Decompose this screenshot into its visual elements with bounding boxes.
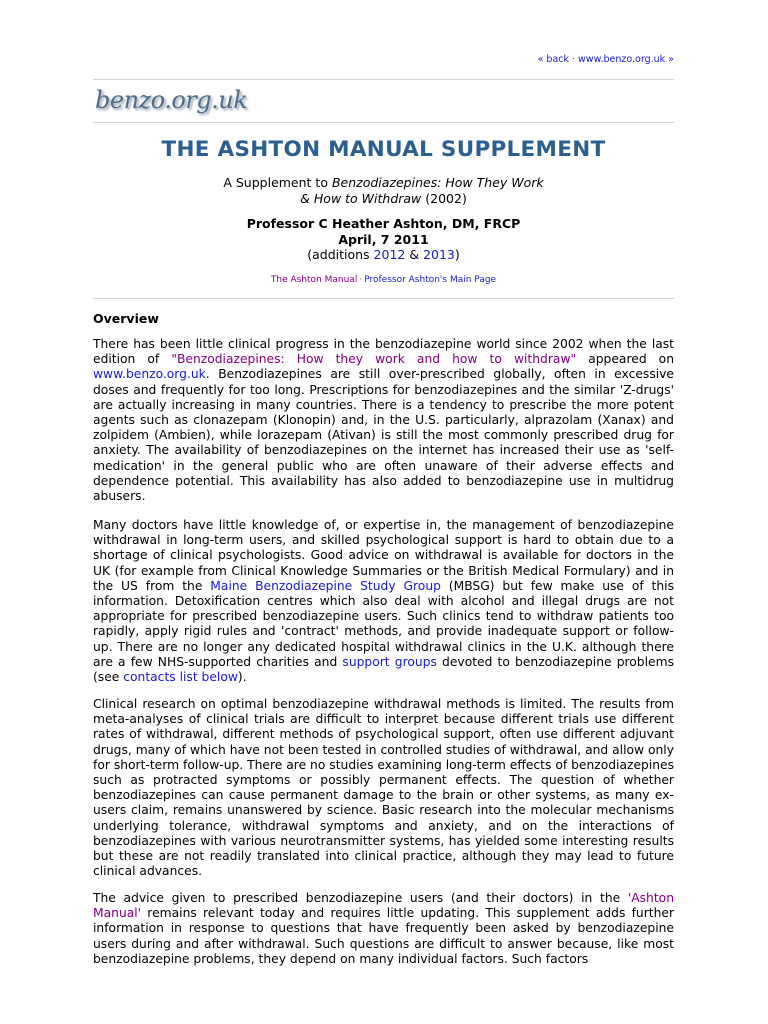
overview-heading: Overview bbox=[93, 311, 159, 326]
p1-text-2: appeared on bbox=[576, 352, 674, 367]
additions-2012-link[interactable]: 2012 bbox=[373, 247, 406, 262]
p2-text-3: devoted to benzodiazepine problems (see bbox=[93, 654, 674, 685]
main-page-link[interactable]: Professor Ashton's Main Page bbox=[364, 275, 497, 285]
site-home-link[interactable]: www.benzo.org.uk » bbox=[578, 54, 674, 65]
contacts-list-link[interactable]: contacts list below bbox=[123, 670, 238, 685]
nav-separator: · bbox=[572, 54, 576, 65]
book-title-line1: Benzodiazepines: How They Work bbox=[331, 175, 544, 190]
divider-before-overview bbox=[93, 298, 674, 299]
paragraph-3 bbox=[93, 697, 674, 879]
back-link[interactable]: « back bbox=[537, 54, 569, 65]
book-title-line2: & How to Withdraw bbox=[300, 190, 422, 206]
site-logo[interactable]: benzo.org.uk bbox=[95, 86, 248, 114]
page-title: THE ASHTON MANUAL SUPPLEMENT bbox=[161, 137, 606, 162]
additions-close: ) bbox=[454, 247, 460, 262]
mbsg-link[interactable]: Maine Benzodiazepine Study Group bbox=[210, 578, 441, 593]
ashton-manual-inline-link[interactable]: 'Ashton Manual' bbox=[93, 891, 674, 921]
paragraph-4 bbox=[93, 891, 674, 967]
benzodiazepines-book-link[interactable]: "Benzodiazepines: How they work and how to withdraw" bbox=[171, 352, 577, 367]
p4-text-1: The advice given to prescribed benzodiazepine users (and their doctors) in the bbox=[93, 891, 628, 905]
subtitle bbox=[93, 175, 674, 206]
subtitle-year: (2002) bbox=[421, 190, 467, 206]
p4-text-2: remains relevant today and requires little updating. This supplement adds further information in response to questions that have frequently been asked by benzodiazepine users during and after withdrawal. Such questions are difficult to answer because, like most benzodiazepine problems, they depend on many individual factors. Such factors bbox=[93, 906, 674, 966]
paragraph-2 bbox=[93, 518, 674, 685]
p2-text-4: ). bbox=[237, 670, 247, 685]
p2-text-2: (MBSG) but few make use of this information. Detoxification centres which also deal with alcohol and illegal drugs are not appropriate for prescribed benzodiazepine users. Such clinics tend to withdraw patients too rapidly, apply rigid rules and 'contract' methods, and provide inadequate support or follow-up. There are no longer any dedicated hospital withdrawal clinics in the U.K. although there are a few NHS-supported charities and bbox=[93, 578, 674, 669]
author-block bbox=[93, 216, 674, 247]
publication-date: April, 7 2011 bbox=[338, 231, 429, 247]
top-navigation bbox=[538, 54, 674, 65]
benzo-site-link[interactable]: www.benzo.org.uk bbox=[93, 367, 206, 382]
additions-amp: & bbox=[405, 247, 424, 262]
p2-text-1: Many doctors have little knowledge of, or expertise in, the management of benzodiazepine withdrawal in long-term users, and skilled psychological support is hard to obtain due to a shortage of clinical psychologists. Good advice on withdrawal is available for doctors in the UK (for example from Clinical Knowledge Summaries or the British Medical Formulary) and in the US from the bbox=[93, 518, 674, 593]
additions-open: (additions bbox=[307, 247, 374, 262]
additions-2013-link[interactable]: 2013 bbox=[423, 247, 455, 262]
p3-text-1: Clinical research on optimal benzodiazepine withdrawal methods is limited. The results from meta-analyses of clinical trials are difficult to interpret because different trials use different rates of withdrawal, different methods of psychological support, often use different adjuvant drugs, many of which have not been tested in controlled studies of withdrawal, and allow only for short-term follow-up. There are no studies examining long-term effects of benzodiazepines such as protracted symptoms or possibly permanent effects. The question of whether benzodiazepines can cause permanent damage to the brain or other systems, as many ex-users claim, remains unanswered by science. Basic research into the molecular mechanisms underlying tolerance, withdrawal symptoms and anxiety, and on the interactions of benzodiazepines with various neurotransmitter systems, has yielded some interesting results but these are not readily translated into clinical practice, although they may lead to future clinical advances. bbox=[93, 697, 674, 879]
sub-navigation bbox=[93, 275, 674, 285]
paragraph-1 bbox=[93, 337, 674, 504]
subtitle-prefix: A Supplement to bbox=[223, 175, 332, 190]
divider-top bbox=[93, 79, 674, 80]
divider-below-logo bbox=[93, 122, 674, 123]
support-groups-link[interactable]: support groups bbox=[342, 654, 437, 669]
additions-line bbox=[93, 247, 674, 262]
p1-text-3: . Benzodiazepines are still over-prescribed globally, often in excessive doses and frequently for too long. Prescriptions for benzodiazepines and the similar 'Z-drugs' are actually increasing in many countries. There is a tendency to prescribe the more potent agents such as clonazepam (Klonopin) and, in the U.S. particularly, alprazolam (Xanax) and zolpidem (Ambien), while lorazepam (Ativan) is still the most commonly prescribed drug for anxiety. The availability of benzodiazepines on the internet has increased their use as 'self-medication' in the general public who are often unaware of their adverse effects and dependence potential. This availability has also added to benzodiazepine use in multidrug abusers. bbox=[93, 367, 674, 504]
ashton-manual-link[interactable]: The Ashton Manual bbox=[270, 275, 358, 285]
p1-text-1: There has been little clinical progress in the benzodiazepine world since 2002 when the last edition of bbox=[93, 337, 674, 367]
author-name: Professor C Heather Ashton, DM, FRCP bbox=[246, 216, 521, 231]
sublinks-separator: · bbox=[359, 275, 363, 285]
